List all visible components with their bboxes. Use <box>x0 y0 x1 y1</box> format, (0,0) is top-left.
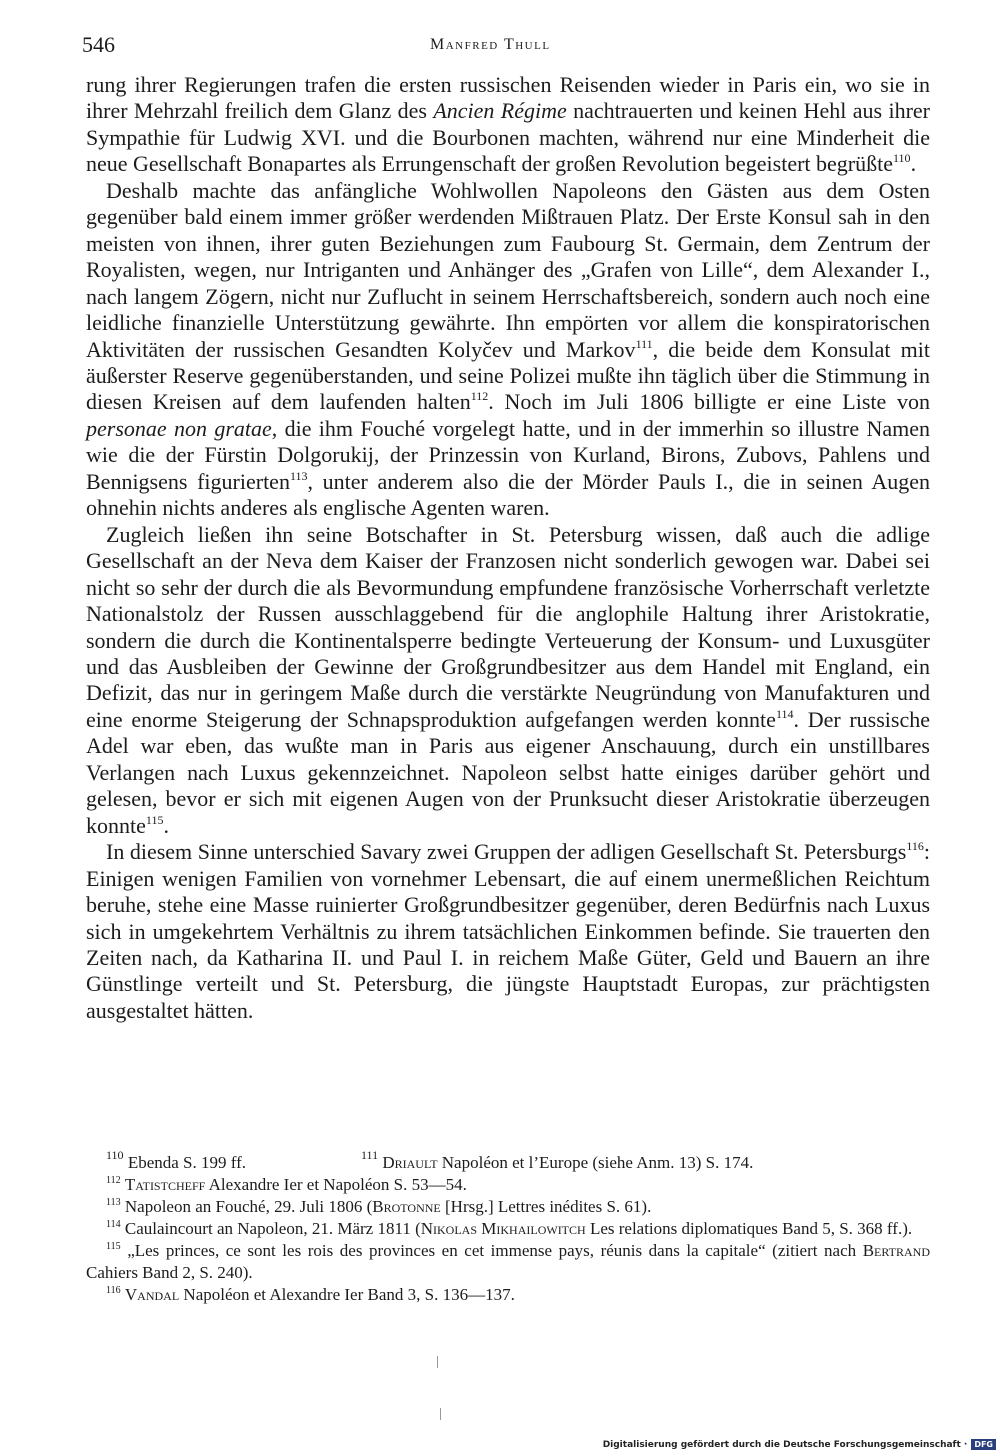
footnote-110 <box>106 1148 361 1174</box>
footnote-text: Napoléon et l’Europe (siehe Anm. 13) S. 174. <box>437 1153 754 1172</box>
paragraph-4-text-b: : Einigen wenigen Familien von vornehmer Lebensart, die auf einem unermeßlichen Reichtum beruhe, stehe eine Masse ruinierter Großgrundbesitzer gegenüber, deren Bedürfnis nach Luxus sich in umgekehrtem Verhältnis zu ihrem tatsächlichen Einkommen befinde. Sie trauerten den Zeiten nach, da Katharina II. und Paul I. in reichem Maße Güter, Geld und Bauern an ihre Günstlinge verteilt und St. Petersburg, die jüngste Hauptstadt Europas, zur prächtigsten ausgestaltet hätten. <box>86 839 930 1023</box>
main-text <box>86 72 930 1024</box>
scan-mark-2 <box>440 1408 441 1420</box>
footnote-number: 116 <box>106 1285 121 1296</box>
footnote-author: Driault <box>382 1153 438 1172</box>
paragraph-1 <box>86 72 930 178</box>
footnote-number: 112 <box>106 1175 121 1186</box>
paragraph-2-italic: personae non gratae <box>86 415 272 441</box>
paragraph-3-text-b: . Der russische Adel war eben, das wußte man in Paris aus eigener Anschauung, durch ein unstillbares Verlangen nach Luxus gekennzeichnet. Napoleon selbst hatte einiges darüber gehört und gelesen, bevor er sich mit eigenen Augen von der Prunksucht dieser Aristokratie überzeugen konnte <box>86 706 930 838</box>
footnote-text-a: „Les princes, ce sont les rois des provinces en cet immense pays, réunis dans la capitale“ (zitiert nach <box>127 1241 863 1260</box>
paragraph-4-text-a: In diesem Sinne unterschied Savary zwei Gruppen der adligen Gesellschaft St. Petersburgs <box>106 839 907 865</box>
footnote-number: 110 <box>106 1148 124 1162</box>
footnote-number: 113 <box>106 1197 121 1208</box>
footnote-text-a: Napoleon an Fouché, 29. Juli 1806 ( <box>124 1197 373 1216</box>
footnote-115 <box>86 1240 930 1284</box>
paragraph-2-text-b: , die beide dem Konsulat mit äußerster Reserve gegenüberstanden, und seine Polizei mußte ihn täglich über die Stimmung in diesen Kreisen auf dem laufenden halten <box>86 336 931 415</box>
paragraph-2 <box>86 178 930 522</box>
footnote-author: Brotonne <box>372 1197 441 1216</box>
footnote-ref-113[interactable]: 113 <box>289 468 308 483</box>
footnote-text-b: Cahiers Band 2, S. 240). <box>86 1263 253 1282</box>
footnote-ref-114[interactable]: 114 <box>775 706 794 721</box>
scan-mark-1 <box>437 1356 438 1368</box>
page-number: 546 <box>82 32 115 57</box>
paragraph-4 <box>86 839 930 1024</box>
digitization-footer <box>603 1439 996 1450</box>
dfg-logo: DFG <box>971 1439 996 1450</box>
paragraph-1-text-c: . <box>910 151 917 177</box>
footnote-113 <box>86 1196 930 1218</box>
footnote-ref-110[interactable]: 110 <box>893 151 911 166</box>
footnote-text: Ebenda S. 199 ff. <box>127 1153 247 1172</box>
paragraph-1-italic: Ancien Régime <box>433 98 567 124</box>
paragraph-3 <box>86 522 930 839</box>
paragraph-2-text-e: , unter anderem also die der Mörder Pauls I., die in seinen Augen ohnehin nichts anderes als englische Agenten waren. <box>86 468 930 521</box>
footnote-number: 115 <box>106 1241 121 1252</box>
footnote-author: Bertrand <box>862 1241 930 1260</box>
paragraph-1-text-a: rung ihrer Regierungen trafen die ersten russischen Reisenden wieder in Paris ein, wo sie in ihrer Mehrzahl freilich dem Glanz des <box>86 72 930 124</box>
footnote-ref-112[interactable]: 112 <box>470 389 489 404</box>
footer-text: Digitalisierung gefördert durch die Deutsche Forschungsgemeinschaft · <box>602 1439 968 1450</box>
footnote-author: Vandal <box>124 1285 180 1304</box>
footnote-author: Tatistcheff <box>124 1175 206 1194</box>
footnote-text-b: [Hrsg.] Lettres inédites S. 61). <box>440 1197 652 1216</box>
paragraph-2-text-c: . Noch im Juli 1806 billigte er eine Liste von <box>488 389 930 415</box>
footnote-ref-111[interactable]: 111 <box>635 336 653 351</box>
footnote-text: Alexandre Ier et Napoléon S. 53—54. <box>205 1175 467 1194</box>
paragraph-2-text-a: Deshalb machte das anfängliche Wohlwollen Napoleons den Gästen aus dem Osten gegenüber bald einem immer größer werdenden Mißtrauen Platz. Der Erste Konsul sah in den meisten von ihnen, ihrer guten Beziehungen zum Faubourg St. Germain, dem Zentrum der Royalisten, wegen, nur Intriganten und Anhänger des „Grafen von Lille“, dem Alexander I., nach langem Zögern, nicht nur Zuflucht in seinem Herrschaftsbereich, sondern auch noch eine leidliche finanzielle Unterstützung gewährte. Ihn empörten vor allem die konspiratorischen Aktivitäten der russischen Gesandten Kolyčev und Markov <box>86 177 930 362</box>
footnote-number: 114 <box>106 1219 121 1230</box>
paragraph-3-text-a: Zugleich ließen ihn seine Botschafter in St. Petersburg wissen, daß auch die adlige Gesellschaft an der Neva dem Kaiser der Franzosen nicht sonderlich gewogen war. Dabei sei nicht so sehr der durch die als Bevormundung empfundene französische Vorherrschaft verletzte Nationalstolz der Russen ausschlaggebend für die anglophile Haltung ihrer Aristokratie, sondern die durch die Kontinentalsperre bedingte Verteuerung der Konsum- und Luxusgüter und das Ausbleiben der Gewinne der Großgrundbesitzer aus dem Handel mit England, ein Defizit, das nur in geringem Maße durch die verstärkte Neugründung von Manufakturen und eine enorme Steigerung der Schnapsproduktion aufgefangen werden konnte <box>86 521 930 732</box>
paragraph-2-text-d: , die ihm Fouché vorgelegt hatte, und in der immerhin so illustre Namen wie die der Fürstin Dolgorukij, der Prinzessin von Kurland, Birons, Zubovs, Pahlens und Bennigsens figurierten <box>86 415 930 494</box>
footnote-number: 111 <box>361 1148 379 1162</box>
footnote-text: Napoléon et Alexandre Ier Band 3, S. 136—137. <box>179 1285 515 1304</box>
footnote-text-b: Les relations diplomatiques Band 5, S. 368 ff.). <box>585 1219 913 1238</box>
paragraph-1-text-b: nachtrauerten und keinen Hehl aus ihrer Sympathie für Ludwig XVI. und die Bourbonen machten, während nur eine Minderheit die neue Gesellschaft Bonapartes als Errungenschaft der großen Revolution begeistert begrüßte <box>86 98 931 177</box>
footnote-116 <box>86 1284 930 1306</box>
footnote-112 <box>86 1174 930 1196</box>
footnote-ref-116[interactable]: 116 <box>906 839 924 854</box>
footnote-author: Nikolas Mikhailowitch <box>420 1219 586 1238</box>
footnote-text-a: Caulaincourt an Napoleon, 21. März 1811 ( <box>124 1219 421 1238</box>
running-head: Manfred Thull <box>430 36 551 53</box>
footnote-111 <box>361 1148 754 1174</box>
footnote-ref-115[interactable]: 115 <box>145 812 164 827</box>
paragraph-3-text-c: . <box>163 812 169 838</box>
footnote-row-110-111 <box>86 1148 930 1174</box>
footnote-114 <box>86 1218 930 1240</box>
footnotes <box>86 1148 930 1306</box>
